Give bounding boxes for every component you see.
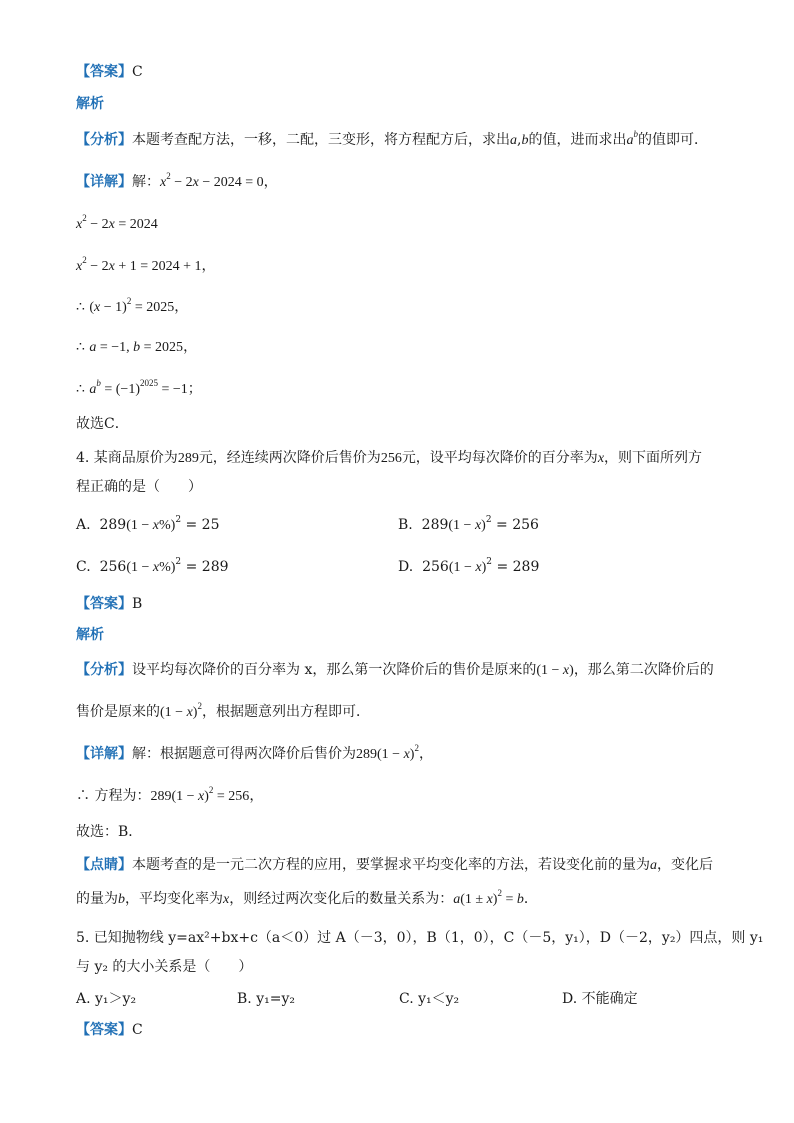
q4-option-a-pre: 289: [99, 517, 127, 533]
q3-fenxi-text: 本题考查配方法，一移，二配，三变形，将方程配方后，求出: [132, 132, 510, 148]
q4-dianjing-2: ，变化后: [657, 857, 713, 873]
q4-dianjing-line2-b: ，平均变化率为: [125, 891, 223, 907]
q4-option-c-rhs: = 289: [181, 559, 229, 575]
analysis-tag: 解析: [76, 627, 104, 643]
q3-analysis-heading: [76, 94, 104, 114]
q4-analysis-heading: [76, 625, 104, 645]
q3-step-4: ∴ a = −1, b = 2025，: [76, 339, 198, 355]
q4-option-b: B. $289(1 - x)^2 = 256$: [398, 515, 539, 533]
q5-answer-value: C: [132, 1022, 143, 1038]
q4-stem-4: ，则下面所列方: [604, 450, 703, 466]
q4-original-price: 289: [177, 451, 199, 466]
q3-detail-intro: 解：: [132, 174, 160, 190]
q3-step-3: ∴ $(x - 1)^2 = 2025$，: [76, 296, 189, 315]
q4-option-a: A. $289(1 - x\%)^2 = 25$: [76, 515, 220, 533]
q4-dianjing-line2-a: 的量为: [76, 891, 118, 907]
q5-option-c: C. y₁＜y₂: [399, 991, 460, 1007]
q4-dianjing-line2-c: ，则经过两次变化后的数量关系为：: [229, 891, 454, 907]
analysis-tag: 解析: [76, 96, 104, 112]
q3-step-5: ∴ $a^b = (-1)^{2025} = -1$；: [76, 378, 202, 397]
q4-option-d-rhs: = 289: [492, 559, 540, 575]
q4-option-c-pre: 256: [99, 559, 127, 575]
q4-conclusion: 故选：B．: [76, 824, 143, 840]
q4-stem-line1: 4. 某商品原价为289元，经连续两次降价后售价为256元，设平均每次降价的百分率为x，则下面所列方: [76, 450, 703, 466]
q5-stem-line1: 5. 已知抛物线 y=ax²+bx+c（a＜0）过 A（－3，0），B（1，0），C（－5，y₁），D（－2，y₂）四点，则 y₁: [76, 930, 764, 946]
q4-dianjing-1: 本题考查的是一元二次方程的应用，要掌握求平均变化率的方法，若设变化前的量为: [132, 857, 650, 873]
detail-tag: 【详解】: [76, 746, 132, 762]
answer-tag: 【答案】: [76, 64, 132, 80]
q4-fenxi-2: ，那么第二次降价后的: [573, 662, 714, 678]
q3-fenxi-end: 的值即可．: [637, 132, 708, 148]
q5-option-d: D. 不能确定: [562, 991, 638, 1007]
detail-tag: 【详解】: [76, 174, 132, 190]
q3-fenxi: 【分析】本题考查配方法，一移，二配，三变形，将方程配方后，求出a,b的值，进而求出$a^b$的值即可．: [76, 129, 708, 148]
q4-stem-3: 元，设平均每次降价的百分率为: [401, 450, 598, 466]
q3-detail: 【详解】解：$x^2 - 2x - 2024 = 0$，: [76, 171, 278, 190]
fenxi-tag: 【分析】: [76, 662, 132, 678]
q4-detail-text: 解：根据题意可得两次降价后售价为: [132, 746, 356, 762]
q4-option-a-label: A.: [76, 517, 91, 533]
q4-stem-1: 4. 某商品原价为: [76, 450, 178, 466]
q5-stem-line2: 与 y₂ 的大小关系是（ ）: [76, 959, 253, 975]
q4-equation: ∴ 方程为：$289(1 - x)^2 = 256$，: [76, 785, 264, 804]
q4-stem-2: 元，经连续两次降价后售价为: [198, 450, 381, 466]
q4-option-b-label: B.: [398, 517, 413, 533]
q4-fenxi-line2-b: ，根据题意列出方程即可．: [201, 704, 370, 720]
q3-step-1: $x^2 - 2x = 2024$: [76, 213, 158, 232]
q3-answer: [76, 62, 143, 82]
q4-dianjing-line1: 【点睛】本题考查的是一元二次方程的应用，要掌握求平均变化率的方法，若设变化前的量为a，变化后: [76, 857, 713, 873]
q4-dianjing-line2: 的量为b，平均变化率为x，则经过两次变化后的数量关系为：$a(1 \pm x)^2 = b$．: [76, 888, 538, 907]
q4-stem-line2: 程正确的是（ ）: [76, 479, 202, 495]
q4-option-b-rhs: = 256: [491, 517, 539, 533]
q3-answer-value: C: [132, 64, 143, 80]
q5-option-b: B. y₁=y₂: [237, 991, 295, 1007]
q4-option-d: D. $256(1 - x)^2 = 289$: [398, 557, 540, 575]
q5-answer: [76, 1020, 143, 1040]
q4-option-a-rhs: = 25: [181, 517, 220, 533]
q4-answer: [76, 594, 142, 614]
fenxi-tag: 【分析】: [76, 132, 132, 148]
q4-option-d-label: D.: [398, 559, 414, 575]
q4-option-c-label: C.: [76, 559, 91, 575]
q4-detail: 【详解】解：根据题意可得两次降价后售价为$289(1 - x)^2$，: [76, 743, 433, 762]
q3-fenxi-mid: 的值，进而求出: [528, 132, 627, 148]
q4-fenxi-line2: 售价是原来的$(1 - x)^2$，根据题意列出方程即可．: [76, 701, 370, 720]
q4-answer-value: B: [132, 596, 143, 612]
answer-tag: 【答案】: [76, 596, 132, 612]
q4-fenxi-line1: 【分析】设平均每次降价的百分率为 x，那么第一次降价后的售价是原来的(1 − x)，那么第二次降价后的: [76, 662, 714, 678]
q4-option-b-pre: 289: [421, 517, 449, 533]
answer-tag: 【答案】: [76, 1022, 132, 1038]
q4-option-c: C. $256(1 - x\%)^2 = 289$: [76, 557, 229, 575]
q4-fenxi-1: 设平均每次降价的百分率为 x，那么第一次降价后的售价是原来的: [132, 662, 537, 678]
q4-option-d-pre: 256: [422, 559, 449, 575]
q4-fenxi-line2-a: 售价是原来的: [76, 704, 160, 720]
q4-final-price: 256: [380, 451, 402, 466]
dianjing-tag: 【点睛】: [76, 857, 132, 873]
q3-conclusion: 故选C．: [76, 416, 129, 432]
q4-equation-pre: ∴ 方程为：: [76, 788, 151, 804]
q5-option-a: A. y₁＞y₂: [76, 991, 137, 1007]
q3-step-2: $x^2 - 2x + 1 = 2024 + 1$，: [76, 255, 216, 274]
